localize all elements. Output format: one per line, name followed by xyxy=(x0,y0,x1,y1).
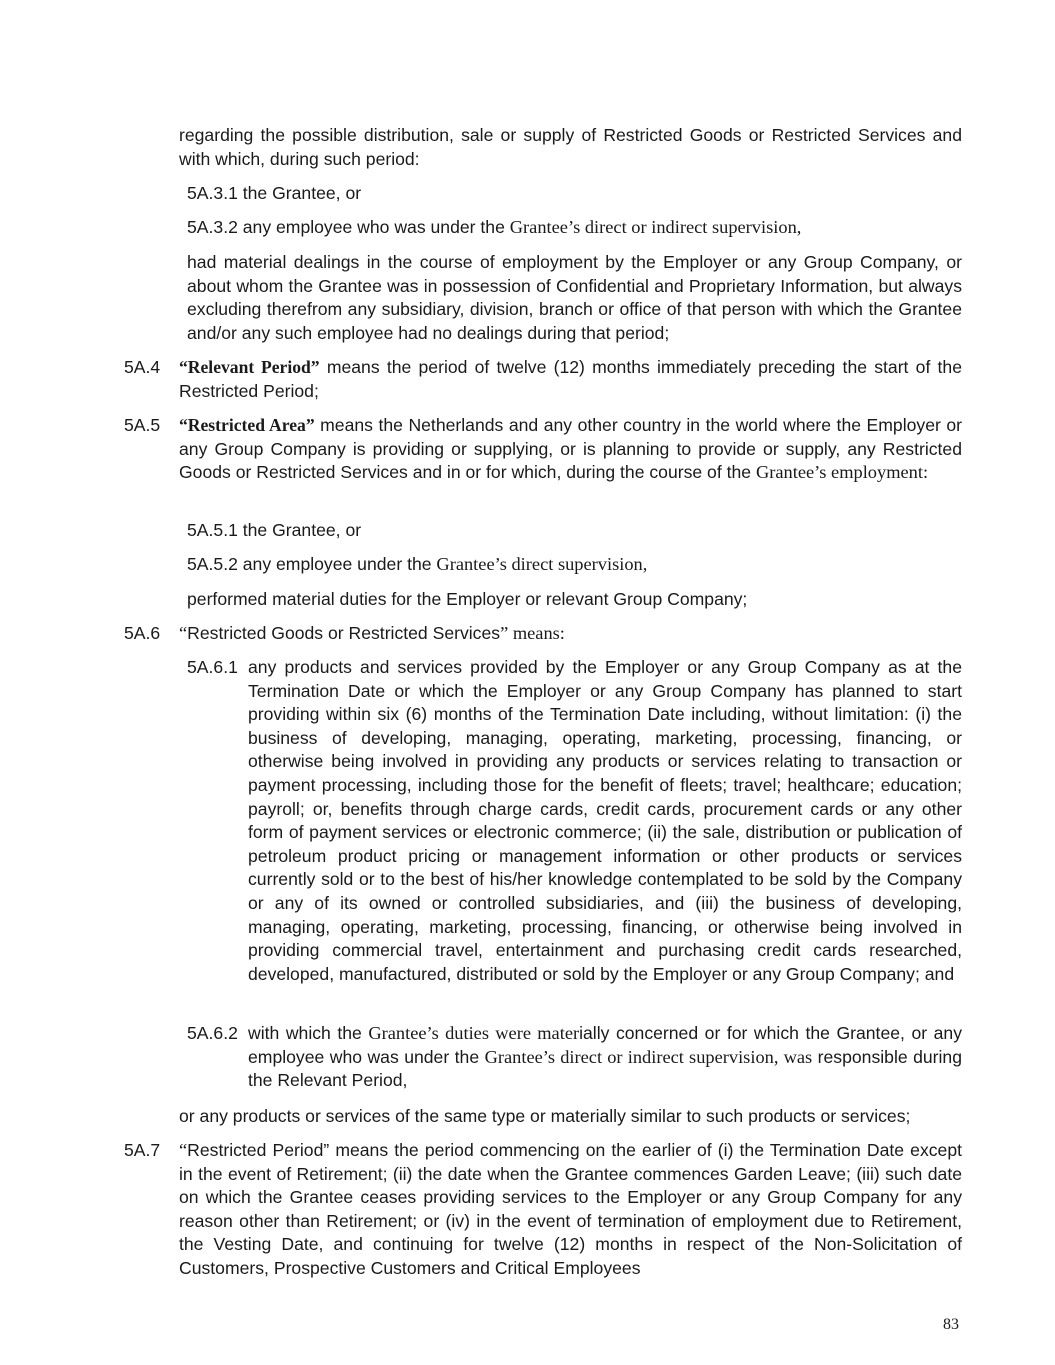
clause-5A5-term: “Restricted Area” xyxy=(179,415,315,435)
clause-5A6-close: ” means: xyxy=(500,623,565,643)
intro-text: regarding the possible distribution, sale or supply of Restricted Goods or Restricted Services and with which, during such period: xyxy=(179,125,962,169)
clause-5A6-1-body xyxy=(248,656,962,986)
clause-5A5-1 xyxy=(187,519,962,543)
clause-5A5-body xyxy=(179,414,962,485)
clause-5A6-number: 5A.6 xyxy=(124,623,161,643)
clause-5A6-closing xyxy=(179,1105,962,1129)
clause-5A7-body xyxy=(179,1139,962,1281)
clause-5A5-2-text: 5A.5.2 any employee under the xyxy=(187,554,437,574)
clause-5A6-closing-text: or any products or services of the same type or materially similar to such products or services; xyxy=(179,1106,911,1126)
clause-5A5-closing xyxy=(187,588,962,612)
clause-5A3-2-serif-text: Grantee’s direct or indirect supervision, xyxy=(509,217,802,237)
clause-5A7-number: 5A.7 xyxy=(124,1140,161,1160)
page-number: 83 xyxy=(943,1316,959,1333)
clause-5A3-2-text: 5A.3.2 any employee who was under the xyxy=(187,217,510,237)
clause-5A5-closing-text: performed material duties for the Employer or relevant Group Company; xyxy=(187,589,748,609)
clause-5A5-number: 5A.5 xyxy=(124,415,161,435)
clause-5A3-closing-text: had material dealings in the course of employment by the Employer or any Group Company, or about whom the Grantee was in possession of Confidential and Proprietary Information, but always excluding therefrom any subsidiary, division, branch or office of that person with which the Grantee and/or any such employee had no dealings during that period; xyxy=(187,252,962,343)
clause-5A4-number: 5A.4 xyxy=(124,357,161,377)
clause-5A3-closing xyxy=(187,251,962,345)
clause-5A6-2-number: 5A.6.2 xyxy=(187,1023,238,1043)
clause-5A6-2-text-b: Grantee’s duties were mater xyxy=(368,1023,580,1043)
clause-5A3-1-text: 5A.3.1 the Grantee, or xyxy=(187,183,362,203)
clause-5A5-1-text: 5A.5.1 the Grantee, or xyxy=(187,520,362,540)
clause-5A6-2-text-c: ially concerned or for which the Grantee, or any employee who was under the xyxy=(248,1023,962,1067)
clause-5A4-text: means the period of twelve (12) months immediately preceding the start of the Restricted Period; xyxy=(179,357,962,401)
clause-5A4-term: “Relevant Period” xyxy=(179,357,320,377)
clause-5A4-body xyxy=(179,356,962,403)
clause-5A7-text: Restricted Period” means the period commencing on the earlier of (i) the Termination Date except in the event of Retirement; (ii) the date when the Grantee commences Garden Leave; (iii) such date on which the Grantee ceases providing services to the Employer or any Group Company for any reason other than Retirement; or (iv) in the event of termination of employment due to Retirement, the Vesting Date, and continuing for twelve (12) months in respect of the Non-Solicitation of Customers, Prospective Customers and Critical Employees xyxy=(179,1140,962,1278)
clause-5A6-1-number: 5A.6.1 xyxy=(187,657,238,677)
clause-5A6-body xyxy=(179,622,962,646)
clause-5A3-1 xyxy=(187,182,962,206)
clause-5A6-2-text-e: responsible during the Relevant Period, xyxy=(248,1046,962,1091)
clause-5A3-2 xyxy=(187,216,962,240)
clause-5A6-1-text: any products and services provided by the Employer or any Group Company as at the Termination Date or which the Employer or any Group Company has planned to start providing within six (6) months of the Termination Date including, without limitation: (i) the business of developing, managing, operating, marketing, processing, financing, or otherwise being involved in providing any products or services relating to transaction or payment processing, including those for the benefit of fleets; travel; healthcare; education; payroll; or, benefits through charge cards, credit cards, procurement cards or any other form of payment services or electronic commerce; (ii) the sale, distribution or publication of petroleum product pricing or management information or other products or services currently sold or to the best of his/her knowledge contemplated to be sold by the Company or any of its owned or controlled subsidiaries, and (iii) the business of developing, managing, operating, marketing, processing, financing, or otherwise being involved in providing commercial travel, entertainment and purchasing credit cards researched, developed, manufactured, distributed or sold by the Employer or any Group Company; and xyxy=(248,657,962,984)
clause-5A6-term: Restricted Goods or Restricted Services xyxy=(187,623,501,643)
clause-5A6-2-text-d: Grantee’s direct or indirect supervision, was xyxy=(484,1046,813,1067)
clause-5A5-2-serif-text: Grantee’s direct supervision, xyxy=(436,554,648,574)
clause-5A7-open-quote: “ xyxy=(179,1140,188,1160)
clause-5A6-open-quote: “ xyxy=(179,623,188,643)
clause-5A5-text: means the Netherlands and any other country in the world where the Employer or any Group Company is providing or supplying, or is planning to provide or supply, any Restricted Goods or Restricted Services and in or for which, during the course of the xyxy=(179,415,962,483)
clause-5A5-serif-text: Grantee’s employment: xyxy=(755,462,929,483)
clause-5A5-2 xyxy=(187,553,962,577)
clause-5A6-2-body xyxy=(248,1022,962,1093)
clause-5A6-2-text-a: with which the xyxy=(248,1023,369,1043)
intro-paragraph xyxy=(179,124,962,171)
